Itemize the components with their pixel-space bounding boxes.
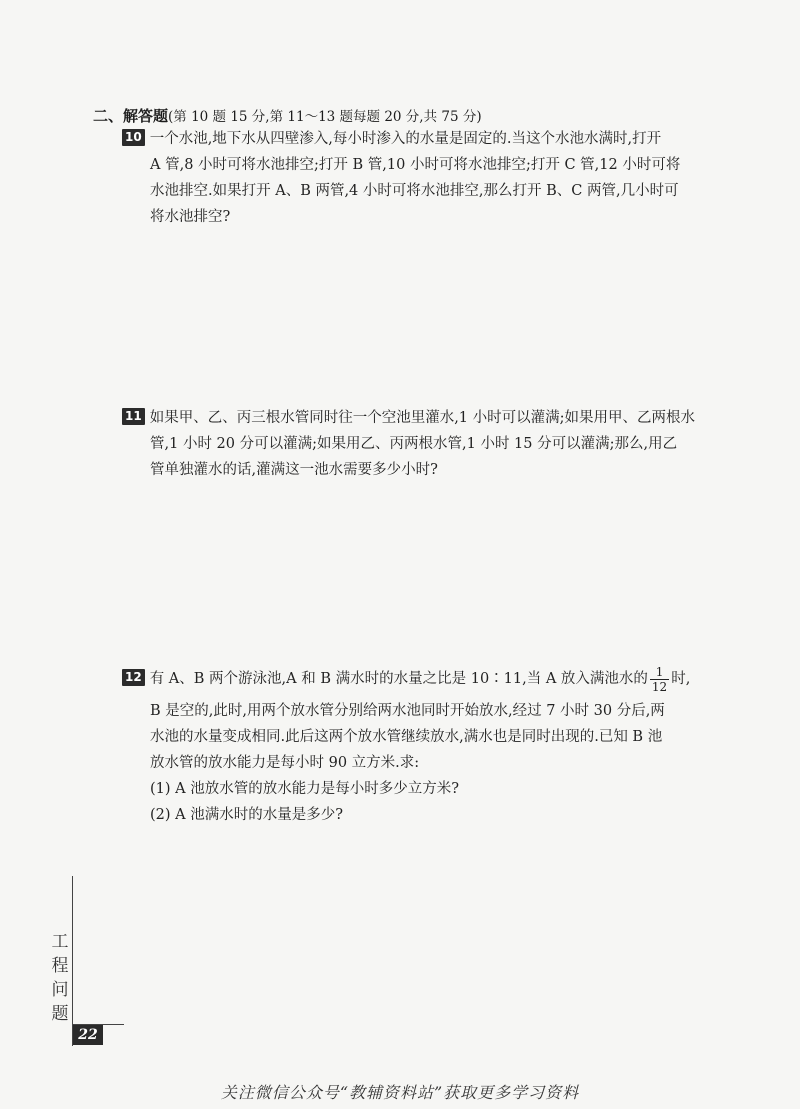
- problem-text-segment: 有 A、B 两个游泳池,A 和 B 满水时的水量之比是 10∶11,当 A 放入满池水的: [149, 671, 648, 687]
- fraction-denominator: 12: [651, 679, 668, 694]
- problem-text-line: 放水管的放水能力是每小时 90 立方米.求:: [150, 755, 420, 771]
- chapter-label-char: 问: [51, 980, 69, 1000]
- problem-text-segment: 时,: [671, 671, 691, 687]
- subquestion-2: (2) A 池满水时的水量是多少?: [150, 807, 344, 823]
- chapter-label-char: 题: [51, 1004, 69, 1024]
- problem-number-badge: 11: [122, 408, 145, 425]
- page-number: 22: [73, 1025, 103, 1045]
- problem-text-line: 如果甲、乙、丙三根水管同时往一个空池里灌水,1 小时可以灌满;如果用甲、乙两根水: [149, 410, 696, 426]
- problem-text-line: 水池的水量变成相同.此后这两个放水管继续放水,满水也是同时出现的.已知 B 池: [150, 729, 663, 745]
- chapter-label-char: 工: [51, 932, 69, 952]
- problem-text-line: 管,1 小时 20 分可以灌满;如果用乙、丙两根水管,1 小时 15 分可以灌满;那么,用乙: [150, 436, 678, 452]
- footer-watermark-text: 关注微信公众号“教辅资料站”获取更多学习资料: [220, 1083, 580, 1102]
- problem-number-badge: 12: [122, 669, 145, 686]
- section-heading: [93, 105, 482, 126]
- problem-text-line: 将水池排空?: [150, 209, 231, 225]
- problem-number-badge: 10: [122, 129, 145, 146]
- problem-text-line: B 是空的,此时,用两个放水管分别给两水池同时开始放水,经过 7 小时 30 分后,两: [150, 703, 665, 719]
- problem-text-line: 管单独灌水的话,灌满这一池水需要多少小时?: [150, 462, 438, 478]
- problem-12: [122, 660, 722, 828]
- problem-11: [122, 405, 722, 483]
- sidebar-vertical-rule: [72, 876, 73, 1046]
- problem-text-line: 水池排空.如果打开 A、B 两管,4 小时可将水池排空,那么打开 B、C 两管,几小时可: [150, 183, 679, 199]
- section-title: 二、解答题: [93, 107, 169, 125]
- chapter-label-char: 程: [51, 956, 69, 976]
- fraction-numerator: 1: [650, 665, 669, 680]
- fraction: [650, 665, 669, 694]
- problem-text-line: A 管,8 小时可将水池排空;打开 B 管,10 小时可将水池排空;打开 C 管,12 小时可将: [150, 157, 681, 173]
- subquestion-1: (1) A 池放水管的放水能力是每小时多少立方米?: [150, 781, 460, 797]
- problem-text-line: 一个水池,地下水从四壁渗入,每小时渗入的水量是固定的.当这个水池水满时,打开: [149, 131, 662, 147]
- problem-10: [122, 126, 722, 230]
- chapter-label: [50, 930, 70, 1026]
- section-scoring-note: (第 10 题 15 分,第 11～13 题每题 20 分,共 75 分): [168, 109, 482, 125]
